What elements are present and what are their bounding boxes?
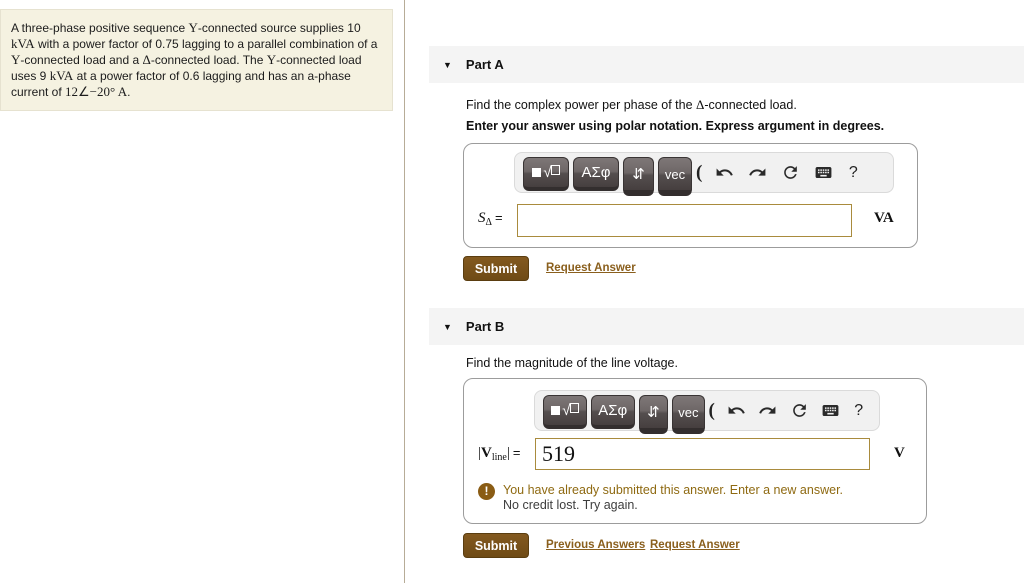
filled-square-icon	[551, 406, 560, 415]
part-b-title: Part B	[465, 319, 505, 334]
warning-submessage: No credit lost. Try again.	[503, 498, 638, 512]
greek-symbols-button[interactable]: ΑΣφ	[573, 157, 619, 191]
problem-text: .	[127, 85, 131, 99]
problem-text: -connected load. The	[150, 53, 267, 67]
vertical-divider	[404, 0, 405, 583]
part-a-title: Part A	[465, 57, 504, 72]
help-button[interactable]: ?	[848, 163, 858, 181]
reset-icon[interactable]	[774, 163, 807, 182]
math-phasor: 12∠−20° A	[65, 84, 128, 99]
paren-glyph: (	[696, 161, 703, 183]
part-b-answer-label	[478, 445, 520, 463]
vector-button[interactable]: vec	[672, 395, 704, 434]
problem-statement	[0, 9, 393, 111]
math-symbol: Y	[266, 52, 277, 67]
keyboard-icon[interactable]	[815, 401, 846, 420]
math-template-button[interactable]	[543, 395, 587, 429]
help-button[interactable]: ?	[854, 401, 864, 419]
math-symbol: kVA	[49, 68, 74, 83]
part-b-question: Find the magnitude of the line voltage.	[466, 356, 678, 370]
equals-sign: =	[512, 445, 521, 460]
paren-glyph: (	[708, 399, 715, 421]
part-a-request-answer-link[interactable]: Request Answer	[546, 262, 636, 274]
part-b-math-toolbar	[534, 390, 880, 431]
outline-square-icon	[551, 165, 560, 175]
answer-variable: S	[478, 210, 486, 226]
part-b-answer-box	[463, 378, 927, 524]
part-b-answer-input[interactable]	[535, 438, 870, 470]
answer-variable: V	[481, 445, 492, 461]
collapse-triangle-icon[interactable]: ▼	[443, 59, 452, 70]
part-a-instruction: Enter your answer using polar notation. Express argument in degrees.	[466, 119, 885, 133]
part-b-previous-answers-link[interactable]: Previous Answers	[546, 539, 646, 551]
collapse-triangle-icon[interactable]: ▼	[443, 321, 452, 332]
part-a-header[interactable]	[429, 46, 1024, 83]
problem-text: at a power factor of 0.6 lagging and has an a-phase current of	[11, 69, 351, 99]
math-symbol: Δ	[142, 52, 151, 67]
part-a-math-toolbar	[514, 152, 894, 193]
math-symbol: kVA	[11, 36, 35, 51]
abs-bar: |	[478, 445, 482, 461]
answer-subscript: Δ	[485, 217, 492, 228]
abs-bar: |	[506, 445, 510, 461]
redo-icon[interactable]	[752, 401, 783, 420]
reset-icon[interactable]	[784, 401, 815, 420]
undo-icon[interactable]	[721, 401, 752, 420]
part-b-request-answer-link[interactable]: Request Answer	[650, 539, 740, 551]
sqrt-icon: √	[562, 402, 571, 419]
sqrt-icon: √	[543, 164, 552, 181]
part-a-answer-box	[463, 143, 918, 248]
alert-icon: !	[478, 483, 495, 500]
part-a-submit-button[interactable]: Submit	[463, 256, 529, 281]
part-a-unit: VA	[874, 210, 894, 226]
equals-sign: =	[494, 210, 503, 225]
redo-icon[interactable]	[741, 163, 774, 182]
keyboard-icon[interactable]	[807, 163, 840, 182]
vector-button[interactable]: vec	[658, 157, 692, 196]
problem-text: with a power factor of 0.75 lagging to a parallel combination of a	[34, 37, 378, 51]
math-symbol: Y	[11, 52, 21, 67]
question-text: -connected load.	[704, 98, 797, 112]
problem-text: A three-phase positive sequence	[11, 21, 189, 35]
part-a-answer-input[interactable]	[517, 204, 852, 237]
outline-square-icon	[570, 403, 579, 413]
answer-subscript: line	[491, 452, 507, 463]
filled-square-icon	[532, 168, 541, 177]
updown-arrows-button[interactable]: ⇵	[639, 395, 669, 434]
math-symbol: Δ	[696, 97, 705, 112]
part-a-answer-label	[478, 210, 503, 228]
question-text: Find the complex power per phase of the	[466, 98, 696, 112]
part-a-question	[466, 97, 797, 113]
problem-text: -connected source supplies 10	[197, 21, 361, 35]
greek-symbols-button[interactable]: ΑΣφ	[591, 395, 635, 429]
warning-message: You have already submitted this answer. Enter a new answer.	[503, 483, 844, 497]
undo-icon[interactable]	[708, 163, 741, 182]
part-b-unit: V	[894, 445, 905, 461]
problem-text: -connected load and a	[20, 53, 143, 67]
part-b-submit-button[interactable]: Submit	[463, 533, 529, 558]
part-b-header[interactable]	[429, 308, 1024, 345]
updown-arrows-button[interactable]: ⇵	[623, 157, 654, 196]
problem-text: -connected load uses 9	[11, 53, 362, 83]
math-symbol: Y	[188, 20, 198, 35]
math-template-button[interactable]	[523, 157, 569, 191]
